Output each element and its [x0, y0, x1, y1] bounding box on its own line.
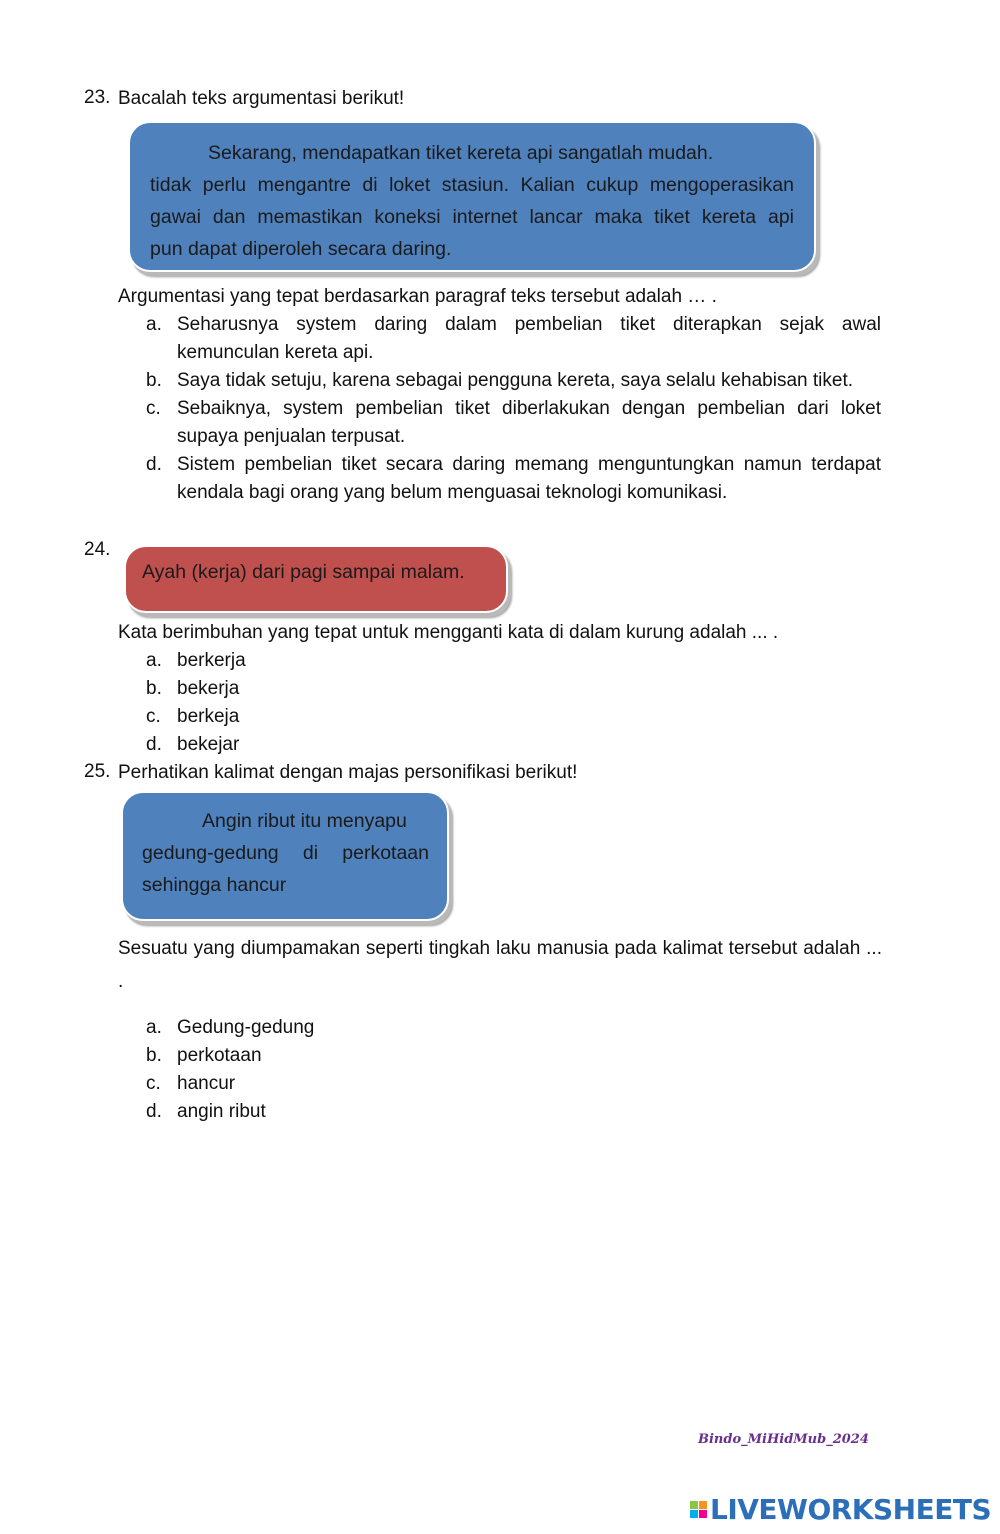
- q23-passage-line4: pun dapat diperoleh secara daring.: [150, 238, 452, 260]
- q24-question: Kata berimbuhan yang tepat untuk mengganti kata di dalam kurung adalah ... .: [118, 622, 779, 643]
- option-letter: c.: [146, 706, 161, 727]
- option-text: Sebaiknya, system pembelian tiket diberlakukan dengan pembelian dari loket supaya penjualan terpusat.: [177, 398, 881, 447]
- option-letter: d.: [146, 1101, 162, 1122]
- q23-options: [146, 311, 881, 507]
- option-letter: d.: [146, 734, 162, 755]
- q24-sentence: Ayah (kerja) dari pagi sampai malam.: [142, 561, 465, 583]
- q23-passage-line2: tidak perlu mengantre di loket stasiun. Kalian cukup mengoperasikan: [150, 174, 794, 196]
- q25-sentence-box: [121, 791, 449, 921]
- q25-option-c[interactable]: [146, 1070, 546, 1098]
- liveworksheets-logo-icon: [690, 1501, 707, 1518]
- option-text: berkerja: [177, 650, 246, 671]
- option-text: hancur: [177, 1073, 236, 1094]
- option-letter: a.: [146, 314, 162, 335]
- option-text: berkeja: [177, 706, 240, 727]
- q25-options: [146, 1014, 546, 1126]
- q23-question: Argumentasi yang tepat berdasarkan paragraf teks tersebut adalah … .: [118, 286, 717, 307]
- option-text: perkotaan: [177, 1045, 262, 1066]
- q23-option-b[interactable]: [146, 367, 881, 395]
- q24-number: 24.: [84, 539, 111, 560]
- option-text: bekejar: [177, 734, 240, 755]
- q23-passage-line1: Sekarang, mendapatkan tiket kereta api sangatlah mudah.: [208, 142, 714, 164]
- option-text: Gedung-gedung: [177, 1017, 315, 1038]
- q24-option-c[interactable]: [146, 703, 546, 731]
- brand-name: LIVEWORKSHEETS: [710, 1493, 992, 1526]
- q23-passage-line3: gawai dan memastikan koneksi internet lancar maka tiket kereta api: [150, 206, 794, 228]
- q23-option-c[interactable]: [146, 395, 881, 451]
- option-text: Sistem pembelian tiket secara daring memang menguntungkan namun terdapat kendala bagi orang yang belum menguasai teknologi komunikasi.: [177, 454, 881, 503]
- option-letter: b.: [146, 1045, 162, 1066]
- option-letter: d.: [146, 454, 162, 475]
- q23-passage-box: [128, 121, 816, 272]
- q24-option-d[interactable]: [146, 731, 546, 759]
- q24-sentence-box: [124, 545, 508, 613]
- option-letter: b.: [146, 370, 162, 391]
- q23-option-a[interactable]: [146, 311, 881, 367]
- q25-option-b[interactable]: [146, 1042, 546, 1070]
- q25-prompt: Perhatikan kalimat dengan majas personifikasi berikut!: [118, 762, 578, 783]
- q25-number: 25.: [84, 761, 111, 782]
- liveworksheets-brand[interactable]: [690, 1493, 991, 1526]
- q25-sentence-line3: sehingga hancur: [142, 874, 287, 896]
- option-text: Seharusnya system daring dalam pembelian tiket diterapkan sejak awal kemunculan kereta api.: [177, 314, 881, 363]
- author-signature: Bindo_MiHidMub_2024: [698, 1432, 869, 1447]
- option-letter: a.: [146, 650, 162, 671]
- option-letter: c.: [146, 398, 161, 419]
- q23-number: 23.: [84, 87, 111, 108]
- option-letter: b.: [146, 678, 162, 699]
- q25-option-a[interactable]: [146, 1014, 546, 1042]
- q24-option-b[interactable]: [146, 675, 546, 703]
- q25-sentence-line1: Angin ribut itu menyapu: [202, 810, 407, 832]
- option-text: bekerja: [177, 678, 240, 699]
- option-letter: a.: [146, 1017, 162, 1038]
- option-letter: c.: [146, 1073, 161, 1094]
- option-text: Saya tidak setuju, karena sebagai pengguna kereta, saya selalu kehabisan tiket.: [177, 370, 854, 391]
- q25-question: Sesuatu yang diumpamakan seperti tingkah laku manusia pada kalimat tersebut adalah ... .: [118, 938, 882, 992]
- q23-option-d[interactable]: [146, 451, 881, 507]
- q25-sentence-line2: gedung-gedung di perkotaan: [142, 842, 429, 864]
- q23-prompt: Bacalah teks argumentasi berikut!: [118, 88, 405, 109]
- q25-option-d[interactable]: [146, 1098, 546, 1126]
- q24-option-a[interactable]: [146, 647, 546, 675]
- q24-options: [146, 647, 546, 759]
- option-text: angin ribut: [177, 1101, 266, 1122]
